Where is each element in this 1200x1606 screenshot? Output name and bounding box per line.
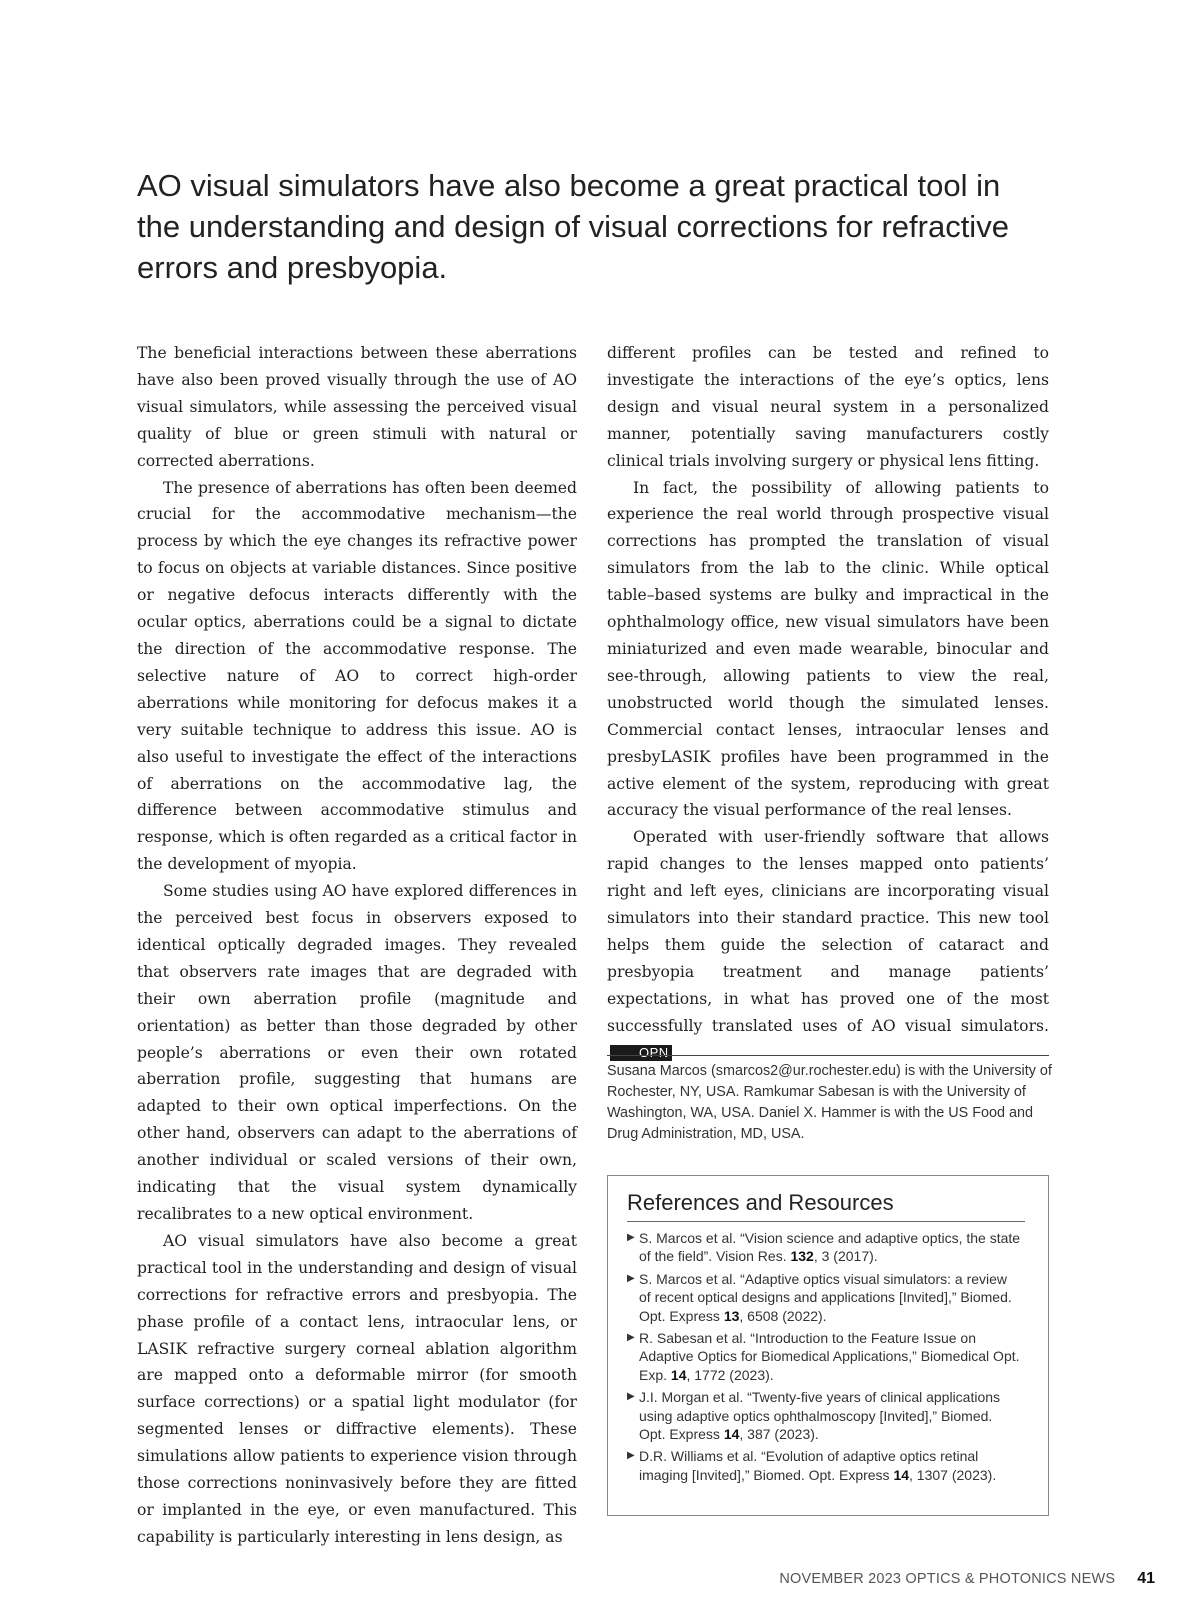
references-box	[607, 1175, 1049, 1516]
bullet-triangle-icon: ▶	[627, 1232, 635, 1243]
references-divider	[627, 1221, 1025, 1222]
references-list	[627, 1229, 1022, 1488]
body-paragraph-final	[607, 824, 1049, 1066]
page-footer	[779, 1569, 1155, 1589]
body-paragraph: The presence of aberrations has often been deemed crucial for the accommodative mechanism—the process by which the eye changes its refractive power to focus on objects at variable distances. Since positive or negative defocus interacts differently with the ocular optics, aberrations could be a signal to dictate the direction of the accommodative response. The selective nature of AO to correct high-order aberrations while monitoring for defocus makes it a very suitable technique to address this issue. AO is also useful to investigate the effect of the interactions of aberrations on the accommodative lag, the difference between accommodative stimulus and response, which is often regarded as a critical factor in the development of myopia.	[137, 478, 577, 874]
body-column-left	[137, 340, 577, 1551]
reference-volume: 14	[893, 1466, 910, 1483]
reference-item: ▶ J.I. Morgan et al. “Twenty-five years of clinical applications using adaptive optics ophthalmoscopy [Invited],” Biomed. Opt. Express 14, 387 (2023).	[627, 1389, 1001, 1443]
body-paragraph: In fact, the possibility of allowing patients to experience the real world through prospective visual corrections has prompted the translation of visual simulators from the lab to the clinic. While optical table–based systems are bulky and impractical in the ophthalmology office, new visual simulators have been miniaturized and even made wearable, binocular and see-through, allowing patients to view the real, unobstructed world though the simulated lenses. Commercial contact lenses, intraocular lenses and presbyLASIK profiles have been programmed in the active element of the system, reproducing with great accuracy the visual performance of the real lenses.	[607, 478, 1049, 820]
issue-label: NOVEMBER 2023 OPTICS & PHOTONICS NEWS	[779, 1571, 1116, 1587]
body-column-right	[607, 340, 1049, 1066]
reference-volume: 14	[723, 1426, 740, 1443]
affiliation-divider	[607, 1055, 1049, 1056]
author-affiliation: Susana Marcos (smarcos2@ur.rochester.edu) is with the University of Rochester, NY, USA. Ramkumar Sabesan is with the University of Washington, WA, USA. Daniel X. Hammer is with the US Food and Drug Administration, MD, USA.	[607, 1063, 1052, 1142]
bullet-triangle-icon: ▶	[627, 1272, 635, 1284]
opn-end-mark: OPN	[610, 1045, 672, 1061]
body-paragraph: The beneficial interactions between these aberrations have also been proved visually through the use of AO visual simulators, while assessing the perceived visual quality of blue or green stimuli with natural or corrected aberrations.	[137, 344, 577, 470]
bullet-triangle-icon: ▶	[627, 1450, 635, 1462]
body-paragraph: different profiles can be tested and refined to investigate the interactions of the eye’s optics, lens design and visual neural system in a personalized manner, potentially saving manufacturers costly clinical trials involving surgery or physical lens fitting.	[607, 344, 1049, 470]
reference-volume: 132	[790, 1248, 814, 1265]
reference-item: ▶ D.R. Williams et al. “Evolution of adaptive optics retinal imaging [Invited],” Biomed. Opt. Express 14, 1307 (2023).	[627, 1448, 997, 1483]
body-paragraph: Some studies using AO have explored differences in the perceived best focus in observers exposed to identical optically degraded images. They revealed that observers rate images that are degraded with their own aberration profile (magnitude and orientation) as better than those degraded by other people’s aberrations or even their own rotated aberration profile, suggesting that humans are adapted to their own optical imperfections. On the other hand, observers can adapt to the aberrations of another individual or scaled versions of their own, indicating that the visual system dynamically recalibrates to a new optical environment.	[137, 882, 577, 1223]
page-number: 41	[1137, 1570, 1155, 1587]
body-paragraph-text: Operated with user-friendly software that allows rapid changes to the lenses mapped onto patients’ right and left eyes, clinicians are incorporating visual simulators into their standard practice. This new tool helps them guide the selection of cataract and presbyopia treatment and manage patients’ expectations, in what has proved one of the most successfully translated uses of AO visual simulators.	[607, 828, 1049, 1035]
reference-item: ▶ S. Marcos et al. “Vision science and adaptive optics, the state of the field”. Vision Res. 132, 3 (2017).	[627, 1230, 1021, 1265]
bullet-triangle-icon: ▶	[627, 1332, 635, 1344]
reference-item: ▶ R. Sabesan et al. “Introduction to the Feature Issue on Adaptive Optics for Biomedical Applications,” Biomedical Opt. Exp. 14, 1772 (2023).	[627, 1330, 1020, 1383]
reference-item: ▶ S. Marcos et al. “Adaptive optics visual simulators: a review of recent optical designs and applications [Invited],” Biomed. Opt. Express 13, 6508 (2022).	[627, 1270, 1012, 1324]
bullet-triangle-icon: ▶	[627, 1391, 635, 1403]
reference-volume: 14	[670, 1366, 687, 1383]
body-paragraph: AO visual simulators have also become a great practical tool in the understanding and design of visual corrections for refractive errors and presbyopia. The phase profile of a contact lens, intraocular lens, or LASIK refractive surgery corneal ablation algorithm are mapped onto a deformable mirror (for smooth surface corrections) or a spatial light modulator (for segmented lenses or diffractive elements). These simulations allow patients to experience vision through those corrections noninvasively before they are fitted or implanted in the eye, or even manufactured. This capability is particularly interesting in lens design, as	[137, 1231, 577, 1546]
references-title: References and Resources	[627, 1190, 894, 1215]
reference-volume: 13	[723, 1307, 740, 1324]
pull-quote: AO visual simulators have also become a great practical tool in the understanding and design of visual corrections for refractive errors and presbyopia.	[137, 168, 1009, 285]
